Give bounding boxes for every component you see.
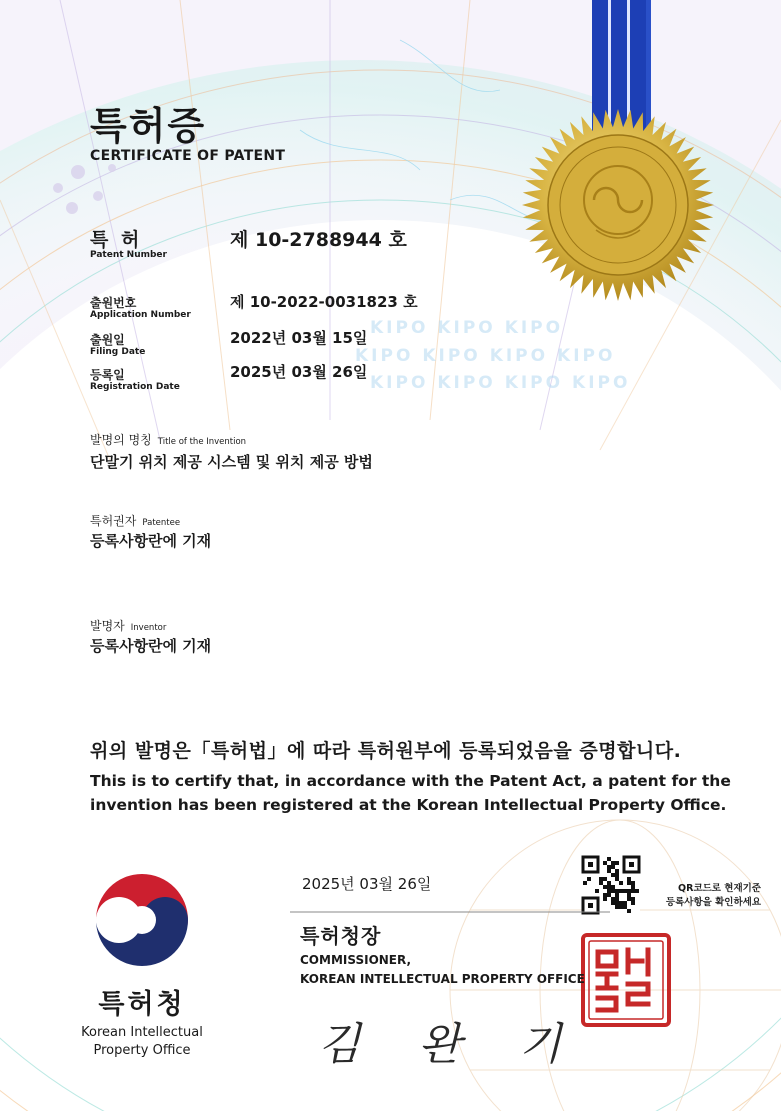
patentee-value: 등록사항란에 기재 [90,532,212,550]
watermark-row: KIPO KIPO KIPO KIPO [370,373,631,393]
watermark-row: KIPO KIPO KIPO KIPO [355,346,616,366]
registration-date-value: 2025년 03월 26일 [230,363,368,381]
kipo-emblem-icon [96,874,188,966]
commissioner-title-en: COMMISSIONER, KOREAN INTELLECTUAL PROPERTY OFFICE [300,953,585,986]
patent-number-value: 제 10-2788944 호 [230,229,407,251]
certificate-title-ko: 특허증 [90,104,207,148]
patentee-label: 특허권자 Patentee [90,514,181,528]
filing-date-label-en: Filing Date [90,347,146,357]
registration-date-label-en: Registration Date [90,382,180,392]
inventor-label: 발명자 Inventor [90,619,167,633]
certification-statement-ko: 위의 발명은「특허법」에 따라 특허원부에 등록되었음을 증명합니다. [90,740,682,762]
invention-title-label: 발명의 명칭 Title of the Invention [90,433,247,447]
office-name-en: Korean Intellectual Property Office [81,1025,203,1058]
office-name-ko: 특허청 [98,989,186,1020]
filing-date-value: 2022년 03월 15일 [230,329,368,347]
qr-caption: QR코드로 현재기준 등록사항을 확인하세요 [665,883,761,908]
issue-date: 2025년 03월 26일 [302,875,432,893]
patent-number-label-en: Patent Number [90,250,167,260]
certification-statement-en-line1: This is to certify that, in accordance with the Patent Act, a patent for the [90,772,731,790]
application-number-label-ko: 출원번호 [90,296,137,310]
gold-seal-icon [522,109,714,301]
commissioner-signature: 김 완 기 [318,1019,584,1070]
application-number-value: 제 10-2022-0031823 호 [230,293,418,311]
watermark-row: KIPO KIPO KIPO [370,318,564,338]
registration-date-label-ko: 등록일 [90,368,125,382]
qr-code-icon [582,856,640,914]
certificate-title-en: CERTIFICATE OF PATENT [90,148,286,164]
application-number-label-en: Application Number [90,310,191,320]
certification-statement-en-line2: invention has been registered at the Korean Intellectual Property Office. [90,796,727,814]
commissioner-title-ko: 특허청장 [300,924,382,948]
invention-title-value: 단말기 위치 제공 시스템 및 위치 제공 방법 [90,453,373,471]
filing-date-label-ko: 출원일 [90,333,125,347]
patent-number-label-ko: 특 허 [90,229,143,251]
inventor-value: 등록사항란에 기재 [90,637,212,655]
